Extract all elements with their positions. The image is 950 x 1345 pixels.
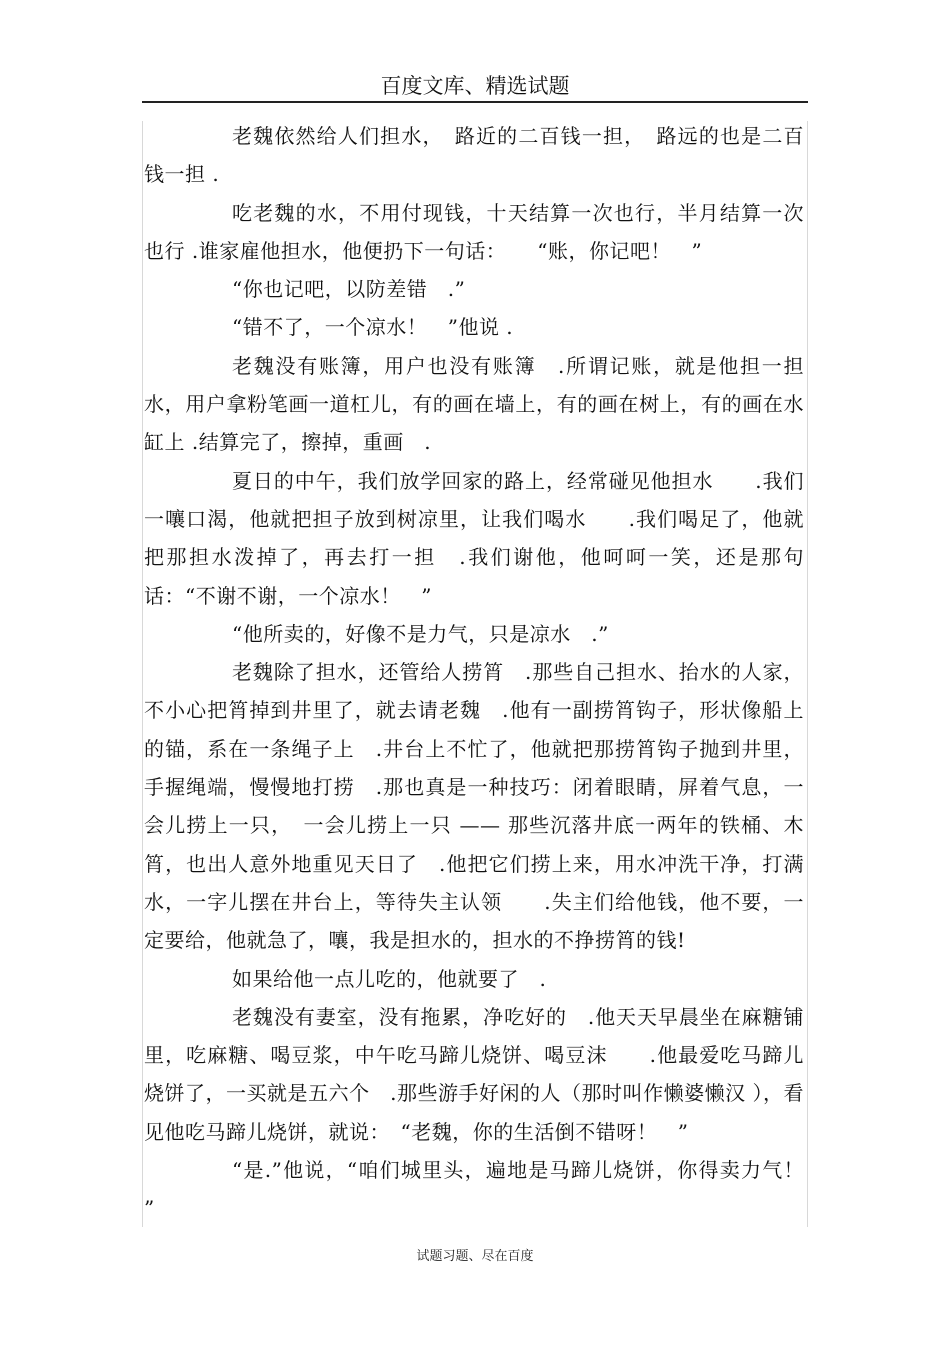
paragraph: “错不了，一个凉水！ ”他说 . — [232, 315, 514, 340]
paragraph: 如果给他一点儿吃的，他就要了 . — [232, 966, 547, 991]
header-divider — [142, 101, 808, 103]
paragraph: 老魏没有账簿，用户也没有账簿 .所谓记账，就是他担一担水，用户拿粉笔画一道杠儿，有的画在墙上，有的画在树上，有的画在水缸上 .结算完了，擦掉，重画 . — [144, 353, 804, 455]
paragraph: “是.”他说，“咱们城里头，遍地是马蹄儿烧饼，你得卖力气！ ” — [144, 1158, 825, 1221]
paragraph: 吃老魏的水，不用付现钱，十天结算一次也行，半月结算一次也行 .谁家雇他担水，他便扔下一句话： “账，你记吧！ ” — [144, 200, 804, 263]
paragraph: 老魏没有妻室，没有拖累，净吃好的 .他天天早晨坐在麻糖铺里，吃麻糖、喝豆浆，中午吃马蹄儿烧饼、喝豆沫 .他最爱吃马蹄儿烧饼了，一买就是五六个 .那些游手好闲的人（那时叫作懒婆懒汉 ），看见他吃马蹄儿烧饼，就说： “老魏，你的生活倒不错呀！ ” — [144, 1004, 804, 1144]
content-frame-left-border — [142, 121, 143, 1227]
page-footer: 试题习题、尽在百度 — [416, 1249, 534, 1264]
paragraph: 老魏依然给人们担水， 路近的二百钱一担， 路远的也是二百钱一担 . — [144, 124, 804, 187]
content-frame-right-border — [807, 121, 808, 1227]
paragraph: “他所卖的，好像不是力气，只是凉水 .” — [232, 621, 609, 646]
document-body — [144, 117, 825, 1228]
page-header-title: 百度文库、精选试题 — [380, 74, 570, 98]
paragraph: 夏日的中午，我们放学回家的路上，经常碰见他担水 .我们一嚷口渴，他就把担子放到树凉里，让我们喝水 .我们喝足了，他就把那担水泼掉了，再去打一担 .我们谢他，他呵呵一笑，还是那句话：“不谢不谢，一个凉水！ ” — [144, 468, 804, 608]
paragraph: 老魏除了担水，还管给人捞筲 .那些自己担水、抬水的人家，不小心把筲掉到井里了，就去请老魏 .他有一副捞筲钩子，形状像船上的锚，系在一条绳子上 .井台上不忙了，他就把那捞筲钩子抛到井里，手握绳端，慢慢地打捞 .那也真是一种技巧：闭着眼睛，屏着气息，一会儿捞上一只， 一会儿捞上一只 —— 那些沉落井底一两年的铁桶、木筲，也出人意外地重见天日了 .他把它们捞上来，用水冲洗干净，打满水，一字儿摆在井台上，等待失主认领 .失主们给他钱，他不要，一定要给，他就急了，嚷，我是担水的，担水的不挣捞筲的钱! — [144, 660, 804, 953]
paragraph: “你也记吧，以防差错 .” — [232, 277, 466, 302]
